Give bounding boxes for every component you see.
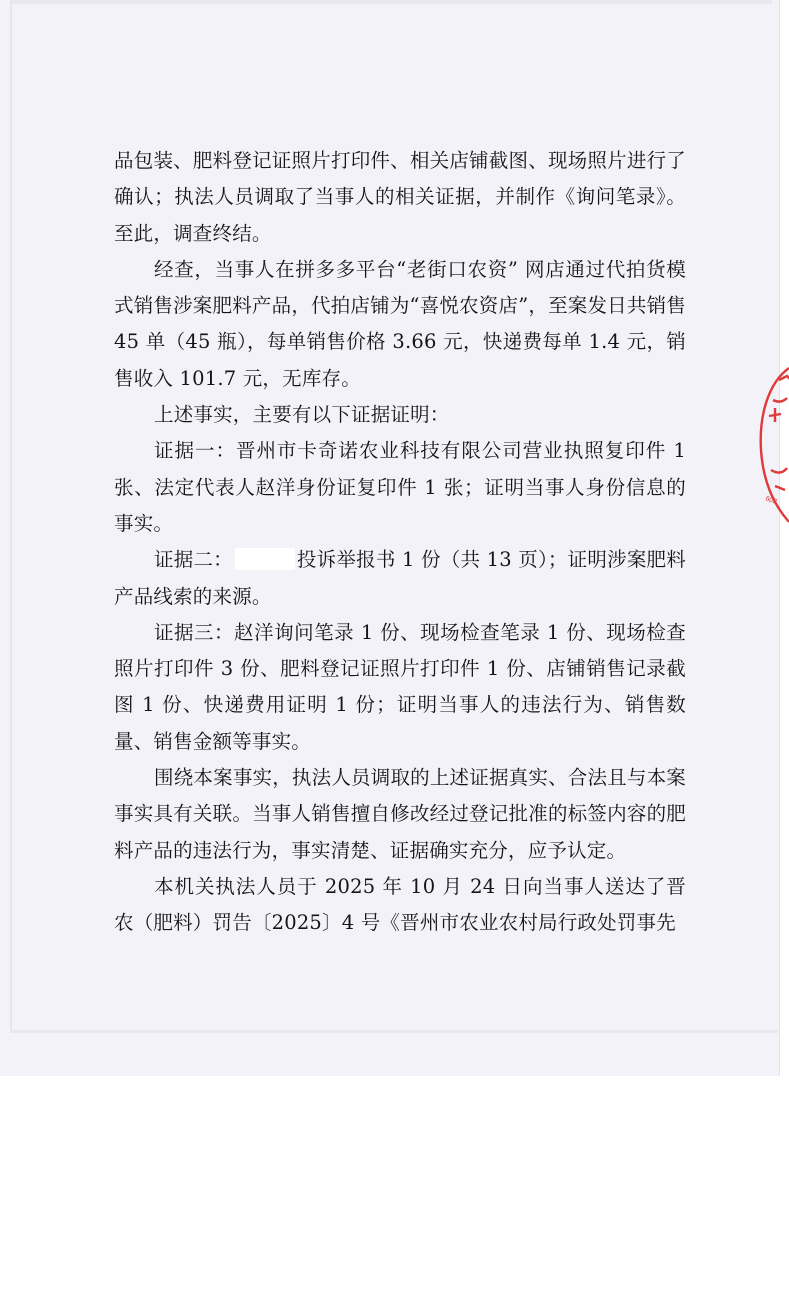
paragraph-investigation-findings: 经查，当事人在拼多多平台“老街口农资” 网店通过代拍货模式销售涉案肥料产品，代拍店铺为“喜悦农资店”，至案发日共销售 45 单（45 瓶），每单销售价格 3.66 元，快递费每单 1.4 元，销售收入 101.7 元，无库存。 [114, 257, 686, 390]
paragraph-continuation: 品包装、肥料登记证照片打印件、相关店铺截图、现场照片进行了确认；执法人员调取了当事人的相关证据，并制作《询问笔录》。至此，调查终结。 [114, 149, 686, 245]
redacted-name-block [235, 548, 295, 570]
evidence-two-text: 投诉举报书 1 份（共 13 页）；证明涉案肥料产品线索的来源。 [114, 548, 686, 608]
paragraph-conclusion: 围绕本案事实，执法人员调取的上述证据真实、合法且与本案事实具有关联。当事人销售擅自修改经过登记批准的标签内容的肥料产品的违法行为，事实清楚、证据确实充分，应予认定。 [114, 766, 686, 862]
paragraph-evidence-two [114, 542, 686, 615]
page-bottom-edge [10, 1030, 778, 1033]
evidence-two-label: 证据二： [154, 548, 233, 572]
paragraph-evidence-one: 证据一：晋州市卡奇诺农业科技有限公司营业执照复印件 1 张、法定代表人赵洋身份证复印件 1 张；证明当事人身份信息的事实。 [114, 439, 686, 535]
official-seal-fragment [745, 358, 789, 538]
svg-text:602: 602 [764, 495, 778, 506]
page-left-edge [10, 0, 12, 1030]
page-top-edge [12, 0, 772, 4]
paragraph-evidence-intro: 上述事实，主要有以下证据证明： [154, 403, 450, 427]
document-body [114, 143, 686, 942]
paragraph-evidence-three: 证据三：赵洋询问笔录 1 份、现场检查笔录 1 份、现场检查照片打印件 3 份、肥料登记证照片打印件 1 份、店铺销售记录截图 1 份、快递费用证明 1 份；证明当事人的违法行为、销售数量、销售金额等事实。 [114, 620, 686, 753]
paragraph-notice-delivery: 本机关执法人员于 2025 年 10 月 24 日向当事人送达了晋农（肥料）罚告〔2025〕4 号《晋州市农业农村局行政处罚事先 [114, 874, 686, 935]
